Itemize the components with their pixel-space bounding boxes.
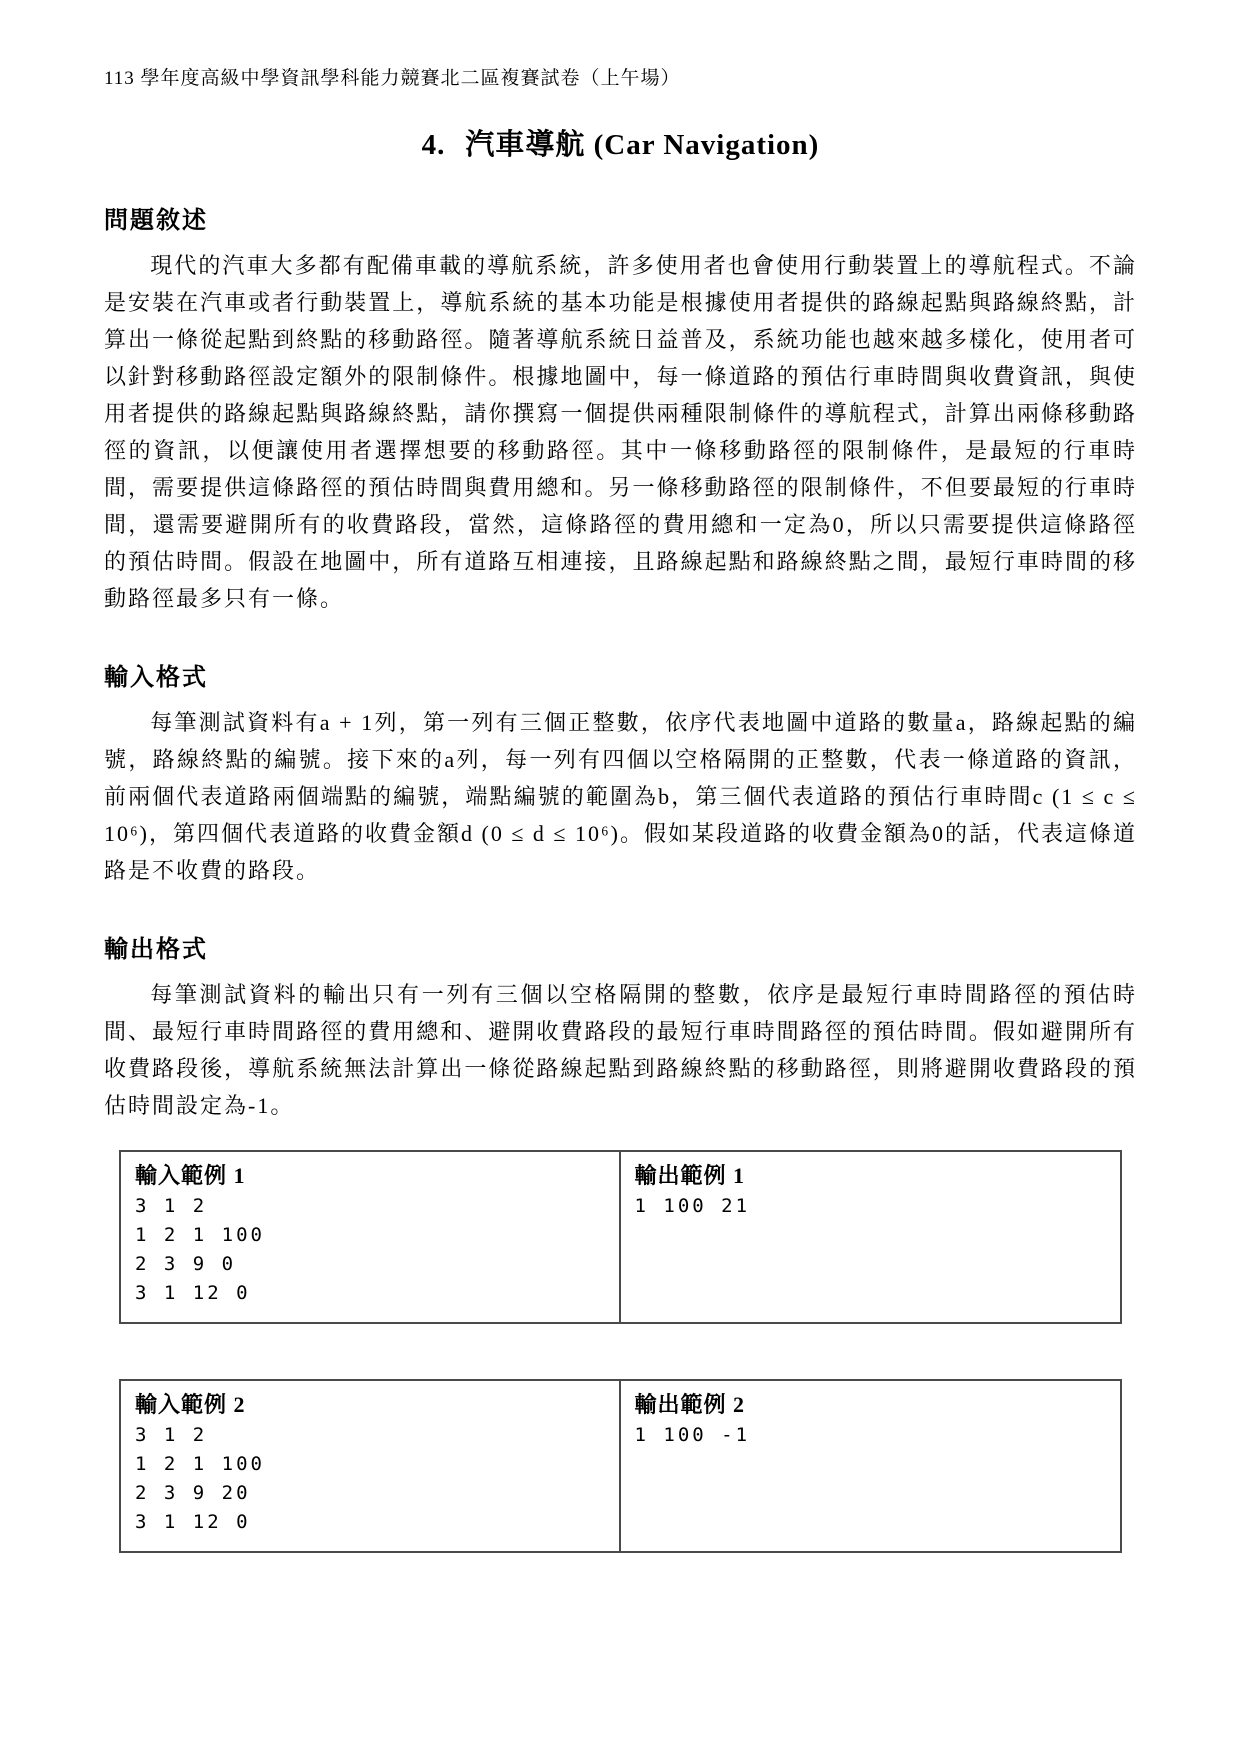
example-1-output-cell (621, 1152, 1121, 1322)
input-format-paragraph: 每筆測試資料有a + 1列，第一列有三個正整數，依序代表地圖中道路的數量a，路線起點的編號，路線終點的編號。接下來的a列，每一列有四個以空格隔開的正整數，代表一條道路的資訊，前兩個代表道路兩個端點的編號，端點編號的範圍為b，第三個代表道路的預估行車時間c (1 ≤ c ≤ 10⁶)，第四個代表道路的收費金額d (0 ≤ d ≤ 10⁶)。假如某段道路的收費金額為0的話，代表這條道路是不收費的路段。 (104, 710, 1137, 883)
code-line: 2 3 9 0 (135, 1253, 237, 1275)
output-format-heading: 輸出格式 (104, 937, 208, 963)
example-2-output-title: 輸出範例 2 (634, 1392, 746, 1417)
code-line: 1 2 1 100 (135, 1224, 265, 1246)
code-line: 3 1 12 0 (135, 1282, 251, 1304)
example-1-input-title: 輸入範例 1 (135, 1163, 246, 1188)
input-format-heading: 輸入格式 (104, 665, 208, 691)
problem-title-text: 汽車導航 (Car Navigation) (465, 129, 820, 161)
code-line: 1 100 -1 (634, 1424, 751, 1446)
code-line: 1 2 1 100 (135, 1453, 265, 1475)
problem-number: 4. (421, 129, 446, 161)
example-1-output-title: 輸出範例 1 (634, 1163, 746, 1188)
problem-statement-heading: 問題敘述 (104, 208, 208, 234)
output-format-paragraph: 每筆測試資料的輸出只有一列有三個以空格隔開的整數，依序是最短行車時間路徑的預估時間、最短行車時間路徑的費用總和、避開收費路段的最短行車時間路徑的預估時間。假如避開所有收費路段後，導航系統無法計算出一條從路線起點到路線終點的移動路徑，則將避開收費路段的預估時間設定為-1。 (104, 982, 1137, 1118)
example-2-input-title: 輸入範例 2 (135, 1392, 246, 1417)
example-2-output-cell (621, 1381, 1121, 1551)
example-2-input-cell (121, 1381, 621, 1551)
example-box-2 (119, 1379, 1122, 1553)
problem-statement-paragraph: 現代的汽車大多都有配備車載的導航系統，許多使用者也會使用行動裝置上的導航程式。不論是安裝在汽車或者行動裝置上，導航系統的基本功能是根據使用者提供的路線起點與路線終點，計算出一條從起點到終點的移動路徑。隨著導航系統日益普及，系統功能也越來越多樣化，使用者可以針對移動路徑設定額外的限制條件。根據地圖中，每一條道路的預估行車時間與收費資訊，與使用者提供的路線起點與路線終點，請你撰寫一個提供兩種限制條件的導航程式，計算出兩條移動路徑的資訊，以便讓使用者選擇想要的移動路徑。其中一條移動路徑的限制條件，是最短的行車時間，需要提供這條路徑的預估時間與費用總和。另一條移動路徑的限制條件，不但要最短的行車時間，還需要避開所有的收費路段，當然，這條路徑的費用總和一定為0，所以只需要提供這條路徑的預估時間。假設在地圖中，所有道路互相連接，且路線起點和路線終點之間，最短行車時間的移動路徑最多只有一條。 (104, 253, 1137, 611)
code-line: 2 3 9 20 (135, 1482, 251, 1504)
code-line: 1 100 21 (634, 1195, 751, 1217)
exam-header: 113 學年度高級中學資訊學科能力競賽北二區複賽試卷（上午場） (104, 68, 681, 89)
example-1-input-cell (121, 1152, 621, 1322)
code-line: 3 1 2 (135, 1195, 208, 1217)
code-line: 3 1 2 (135, 1424, 208, 1446)
page-title (104, 126, 1137, 164)
code-line: 3 1 12 0 (135, 1511, 251, 1533)
example-box-1 (119, 1150, 1122, 1324)
